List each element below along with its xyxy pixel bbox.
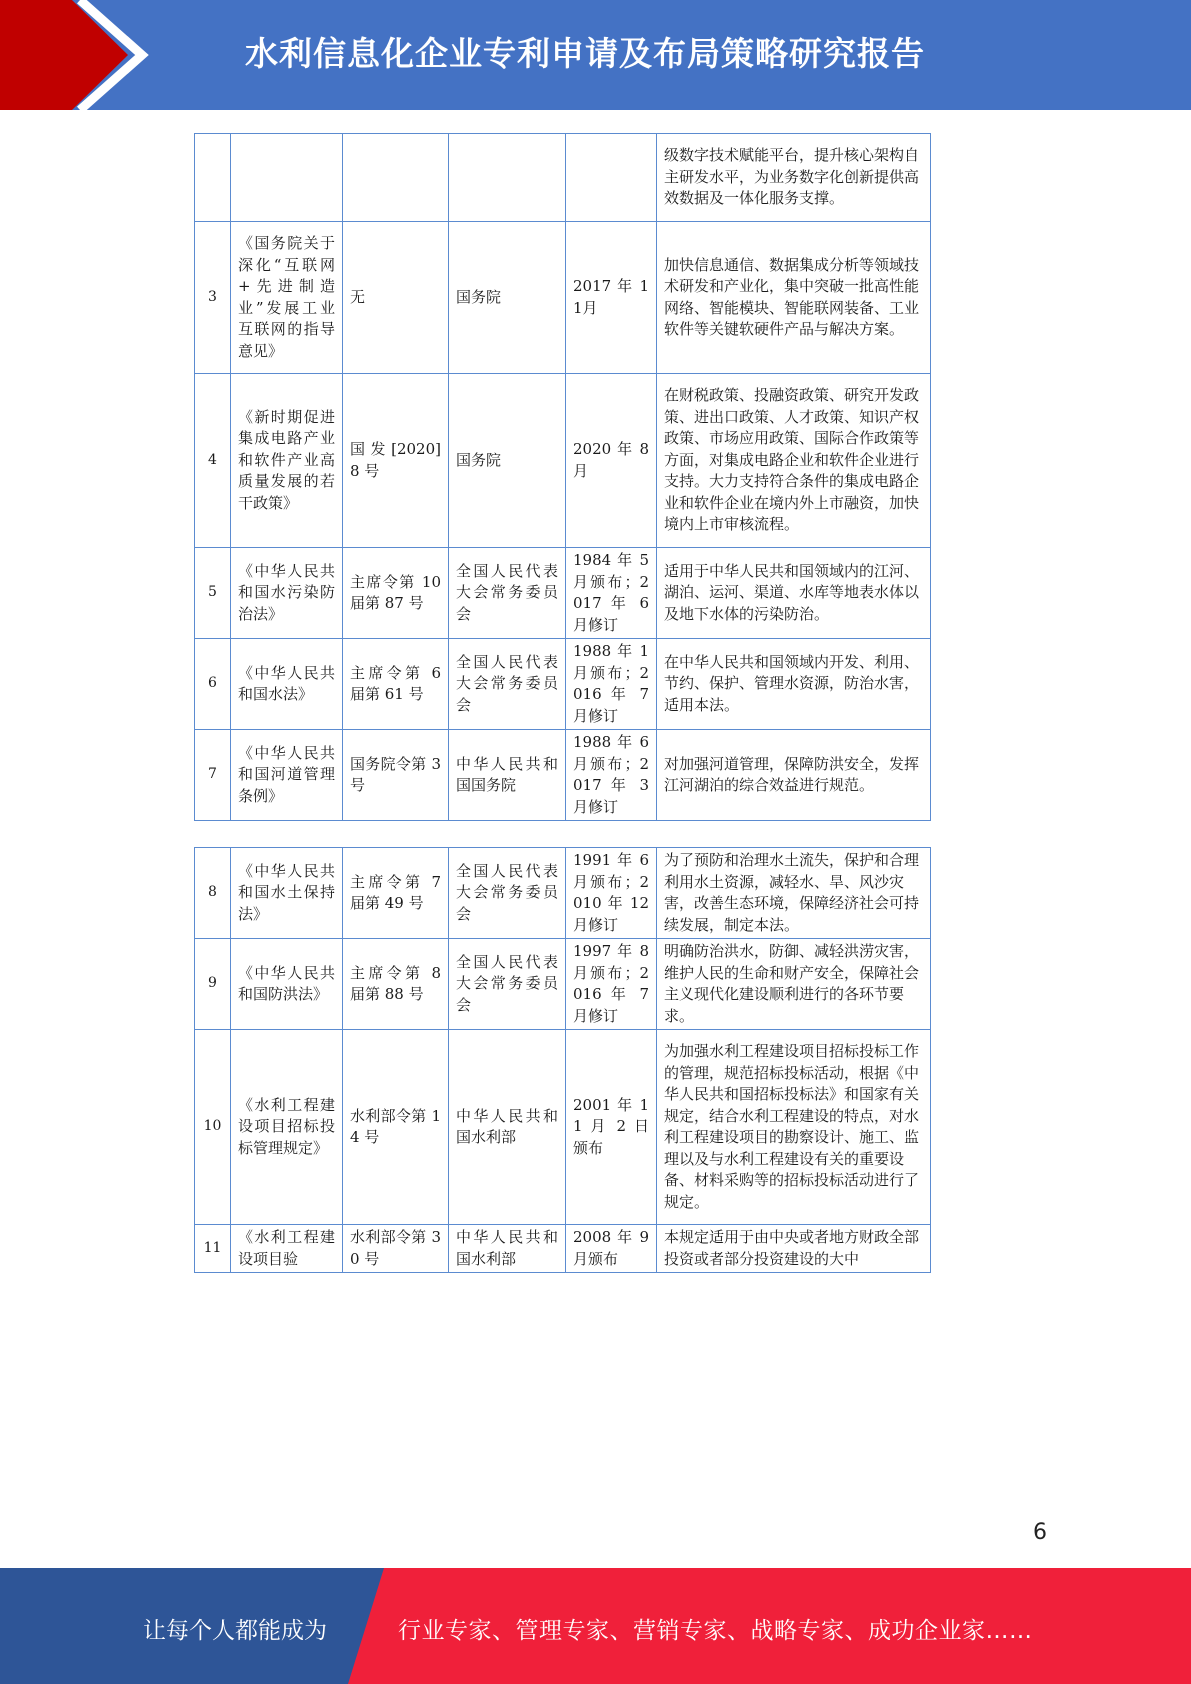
regulations-table-part-1 [194, 133, 931, 821]
row-number: 7 [195, 730, 231, 821]
issue-date: 1988 年 1 月颁布；2016 年 7 月修订 [566, 639, 657, 730]
header-arrow-graphic [0, 0, 160, 110]
issue-date: 2020 年 8 月 [566, 374, 657, 548]
regulation-name: 《国务院关于深化“互联网+先进制造业”发展工业互联网的指导意见》 [231, 222, 343, 374]
regulation-content: 本规定适用于由中央或者地方财政全部投资或者部分投资建设的大中 [657, 1225, 931, 1273]
issuing-authority: 中华人民共和国国务院 [449, 730, 566, 821]
regulation-name: 《中华人民共和国水土保持法》 [231, 848, 343, 939]
issuing-authority: 中华人民共和国水利部 [449, 1225, 566, 1273]
regulation-content: 为加强水利工程建设项目招标投标工作的管理，规范招标投标活动，根据《中华人民共和国招标投标法》和国家有关规定，结合水利工程建设的特点，对水利工程建设项目的勘察设计、施工、监理以及与水利工程建设有关的重要设备、材料采购等的招标投标活动进行了规定。 [657, 1030, 931, 1225]
issue-date: 1988 年 6 月颁布；2017 年 3 月修订 [566, 730, 657, 821]
document-number [343, 134, 449, 222]
regulation-name: 《中华人民共和国防洪法》 [231, 939, 343, 1030]
row-number: 8 [195, 848, 231, 939]
document-number: 无 [343, 222, 449, 374]
document-number: 主席令第 8 届第 88 号 [343, 939, 449, 1030]
regulation-content: 级数字技术赋能平台，提升核心架构自主研发水平，为业务数字化创新提供高效数据及一体化服务支撑。 [657, 134, 931, 222]
regulation-name: 《中华人民共和国水污染防治法》 [231, 548, 343, 639]
table-row [195, 1030, 931, 1225]
regulations-table-part-2 [194, 847, 931, 1273]
document-number: 主席令第 6 届第 61 号 [343, 639, 449, 730]
regulation-content: 对加强河道管理，保障防洪安全，发挥江河湖泊的综合效益进行规范。 [657, 730, 931, 821]
table-row [195, 222, 931, 374]
regulation-content: 加快信息通信、数据集成分析等领域技术研发和产业化，集中突破一批高性能网络、智能模块、智能联网装备、工业软件等关键软硬件产品与解决方案。 [657, 222, 931, 374]
footer-slogan-left: 让每个人都能成为 [143, 1618, 327, 1644]
document-number: 水利部令第 30 号 [343, 1225, 449, 1273]
issue-date: 2017 年 11月 [566, 222, 657, 374]
issuing-authority: 国务院 [449, 374, 566, 548]
issuing-authority: 国务院 [449, 222, 566, 374]
table-row [195, 548, 931, 639]
document-number: 国务院令第 3 号 [343, 730, 449, 821]
issuing-authority: 全国人民代表大会常务委员会 [449, 939, 566, 1030]
issuing-authority: 全国人民代表大会常务委员会 [449, 548, 566, 639]
table-row [195, 134, 931, 222]
row-number: 3 [195, 222, 231, 374]
regulation-content: 在中华人民共和国领域内开发、利用、节约、保护、管理水资源，防治水害，适用本法。 [657, 639, 931, 730]
table-row [195, 374, 931, 548]
issue-date: 1991 年 6 月颁布；2010 年 12 月修订 [566, 848, 657, 939]
page-number: 6 [1033, 1520, 1047, 1545]
document-number: 主席令第 7 届第 49 号 [343, 848, 449, 939]
report-title: 水利信息化企业专利申请及布局策略研究报告 [245, 34, 925, 73]
issue-date: 1997 年 8 月颁布；2016 年 7 月修订 [566, 939, 657, 1030]
table-row [195, 1225, 931, 1273]
footer-slogan-right: 行业专家、管理专家、营销专家、战略专家、成功企业家…… [398, 1618, 1033, 1644]
issue-date: 1984 年 5 月颁布；2017 年 6 月修订 [566, 548, 657, 639]
regulation-content: 明确防治洪水，防御、减轻洪涝灾害，维护人民的生命和财产安全，保障社会主义现代化建设顺利进行的各环节要求。 [657, 939, 931, 1030]
table-row [195, 639, 931, 730]
regulation-name: 《水利工程建设项目验 [231, 1225, 343, 1273]
page-header [0, 0, 1191, 110]
regulation-name: 《水利工程建设项目招标投标管理规定》 [231, 1030, 343, 1225]
regulation-content: 为了预防和治理水土流失，保护和合理利用水土资源，减轻水、旱、风沙灾害，改善生态环境，保障经济社会可持续发展，制定本法。 [657, 848, 931, 939]
table-row [195, 848, 931, 939]
row-number: 6 [195, 639, 231, 730]
row-number: 11 [195, 1225, 231, 1273]
document-number: 水利部令第 14 号 [343, 1030, 449, 1225]
issue-date [566, 134, 657, 222]
document-number: 国 发 [2020]8 号 [343, 374, 449, 548]
document-number: 主席令第 10 届第 87 号 [343, 548, 449, 639]
row-number: 5 [195, 548, 231, 639]
issuing-authority [449, 134, 566, 222]
row-number [195, 134, 231, 222]
row-number: 10 [195, 1030, 231, 1225]
row-number: 9 [195, 939, 231, 1030]
regulation-name: 《新时期促进集成电路产业和软件产业高质量发展的若干政策》 [231, 374, 343, 548]
regulation-content: 适用于中华人民共和国领域内的江河、湖泊、运河、渠道、水库等地表水体以及地下水体的污染防治。 [657, 548, 931, 639]
issuing-authority: 全国人民代表大会常务委员会 [449, 848, 566, 939]
regulation-name [231, 134, 343, 222]
regulation-content: 在财税政策、投融资政策、研究开发政策、进出口政策、人才政策、知识产权政策、市场应用政策、国际合作政策等方面，对集成电路企业和软件企业进行支持。大力支持符合条件的集成电路企业和软件企业在境内外上市融资，加快境内上市审核流程。 [657, 374, 931, 548]
table-row [195, 939, 931, 1030]
row-number: 4 [195, 374, 231, 548]
issue-date: 2001 年 11 月 2 日颁布 [566, 1030, 657, 1225]
regulation-name: 《中华人民共和国水法》 [231, 639, 343, 730]
regulation-name: 《中华人民共和国河道管理条例》 [231, 730, 343, 821]
issue-date: 2008 年 9 月颁布 [566, 1225, 657, 1273]
issuing-authority: 中华人民共和国水利部 [449, 1030, 566, 1225]
issuing-authority: 全国人民代表大会常务委员会 [449, 639, 566, 730]
table-row [195, 730, 931, 821]
